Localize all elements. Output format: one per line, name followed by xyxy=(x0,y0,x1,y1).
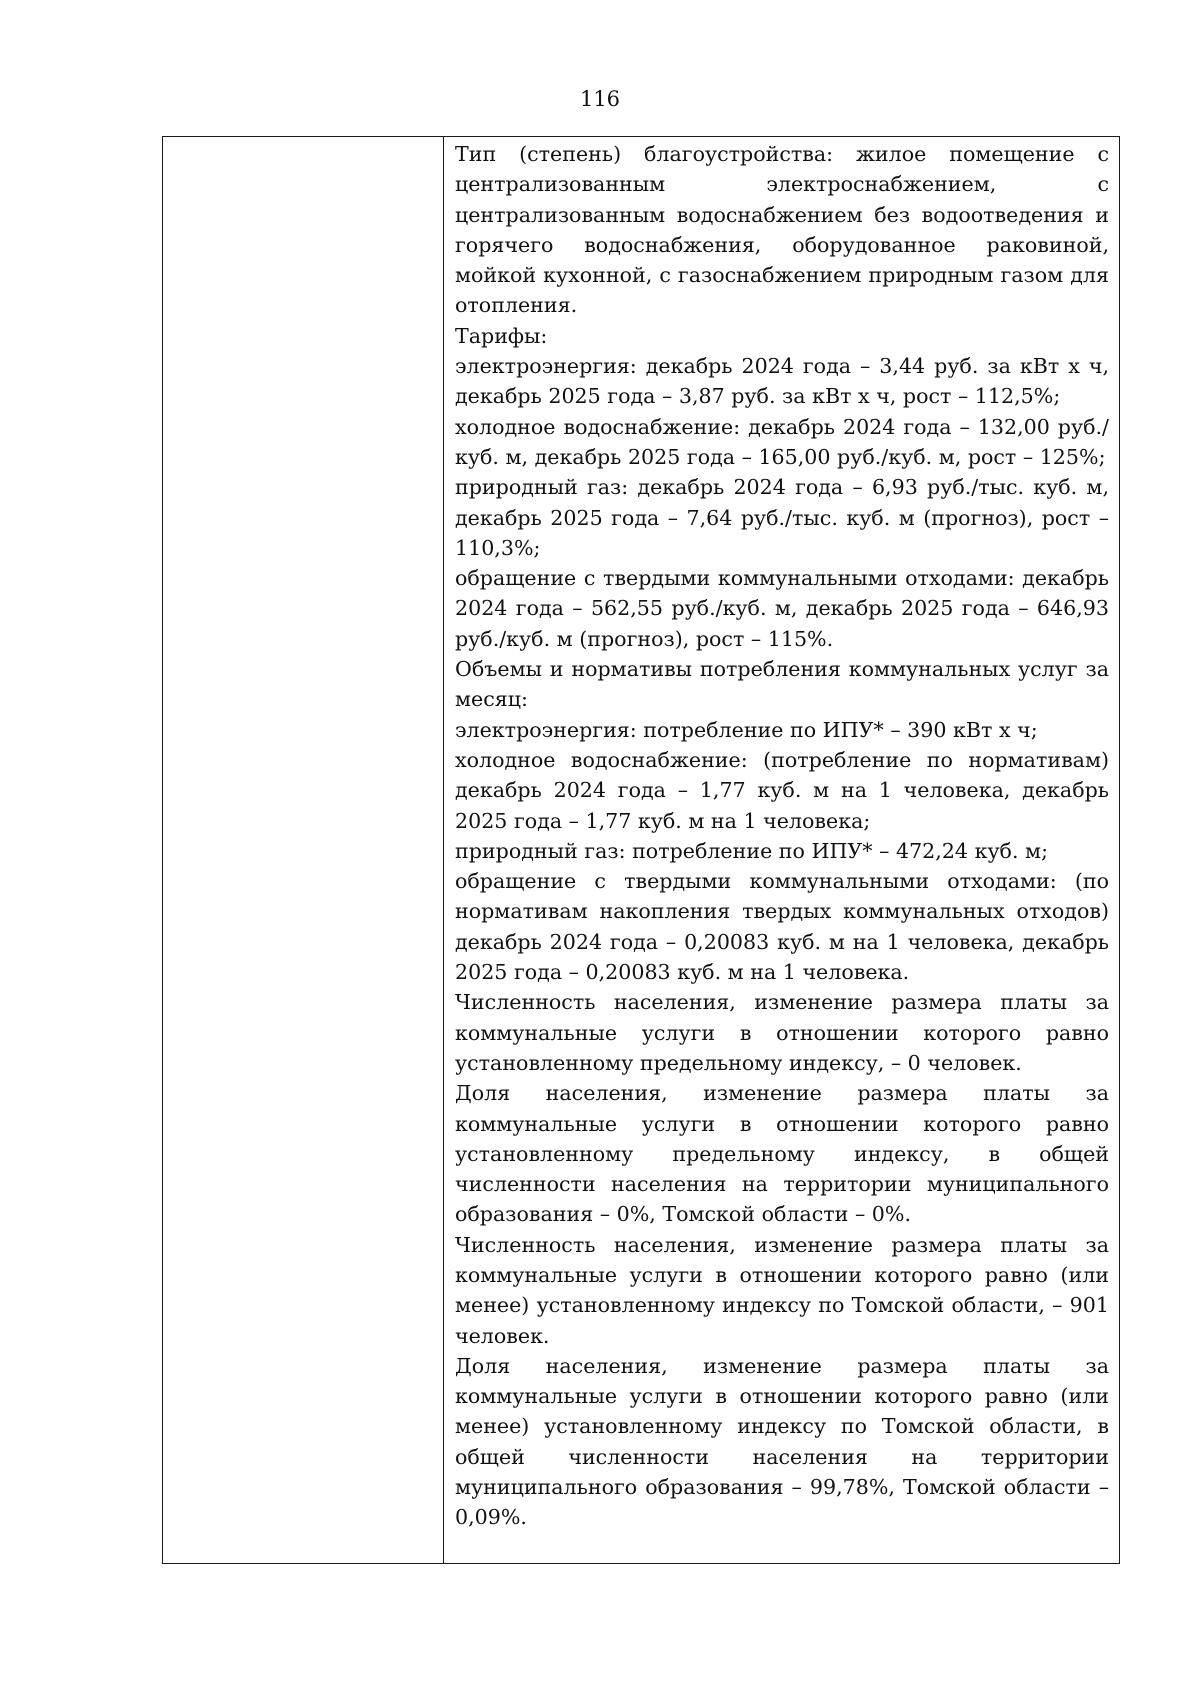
paragraph-tariff-solid-waste: обращение с твердыми коммунальными отходами: декабрь 2024 года – 562,55 руб./куб. м, декабрь 2025 года – 646,93 руб./куб. м (прогноз), рост – 115%. xyxy=(455,566,1109,651)
paragraph-tariff-cold-water: холодное водоснабжение: декабрь 2024 года – 132,00 руб./куб. м, декабрь 2025 года – 165,00 руб./куб. м, рост – 125%; xyxy=(455,414,1109,469)
paragraph-volumes-heading: Объемы и нормативы потребления коммунальных услуг за месяц: xyxy=(455,657,1109,712)
paragraph-volume-natural-gas: природный газ: потребление по ИПУ* – 472,24 куб. м; xyxy=(455,838,1049,863)
paragraph-share-regional-index: Доля населения, изменение размера платы за коммунальные услуги в отношении которого равно (или менее) установленному индексу по Томской области, в общей численности населения на территории муниципального образования – 99,78%, Томской области – 0,09%. xyxy=(455,1353,1109,1530)
paragraph-tariffs-heading: Тарифы: xyxy=(455,323,548,348)
paragraph-volume-cold-water: холодное водоснабжение: (потребление по нормативам) декабрь 2024 года – 1,77 куб. м на 1 человека, декабрь 2025 года – 1,77 куб. м на 1 человека; xyxy=(455,747,1109,833)
paragraph-share-limit-index: Доля населения, изменение размера платы за коммунальные услуги в отношении которого равно установленному предельному индексу, в общей численности населения на территории муниципального образования – 0%, Томской области – 0%. xyxy=(455,1081,1109,1227)
paragraph-volume-solid-waste: обращение с твердыми коммунальными отходами: (по нормативам накопления твердых коммунальных отходов) декабрь 2024 года – 0,20083 куб. м на 1 человека, декабрь 2025 года – 0,20083 куб. м на 1 человека. xyxy=(455,869,1109,985)
page-number: 116 xyxy=(579,87,621,111)
document-table xyxy=(162,136,1120,1564)
paragraph-amenities-type: Тип (степень) благоустройства: жилое помещение с централизованным электроснабжением, с централизованным водоснабжением без водоотведения и горячего водоснабжения, оборудованное раковиной, мойкой кухонной, с газоснабжением природным газом для отопления. xyxy=(455,142,1109,318)
table-left-cell xyxy=(163,137,444,1563)
paragraph-population-regional-index: Численность населения, изменение размера платы за коммунальные услуги в отношении которого равно (или менее) установленному индексу по Томской области, – 901 человек. xyxy=(455,1232,1109,1348)
paragraph-volume-electricity: электроэнергия: потребление по ИПУ* – 390 кВт х ч; xyxy=(455,717,1038,742)
paragraph-tariff-natural-gas: природный газ: декабрь 2024 года – 6,93 руб./тыс. куб. м, декабрь 2025 года – 7,64 руб./тыс. куб. м (прогноз), рост – 110,3%; xyxy=(455,475,1109,560)
table-right-cell xyxy=(444,137,1119,1563)
paragraph-tariff-electricity: электроэнергия: декабрь 2024 года – 3,44 руб. за кВт х ч, декабрь 2025 года – 3,87 руб. за кВт х ч, рост – 112,5%; xyxy=(455,354,1109,409)
paragraph-population-limit-index: Численность населения, изменение размера платы за коммунальные услуги в отношении которого равно установленному предельному индексу, – 0 человек. xyxy=(455,990,1109,1075)
